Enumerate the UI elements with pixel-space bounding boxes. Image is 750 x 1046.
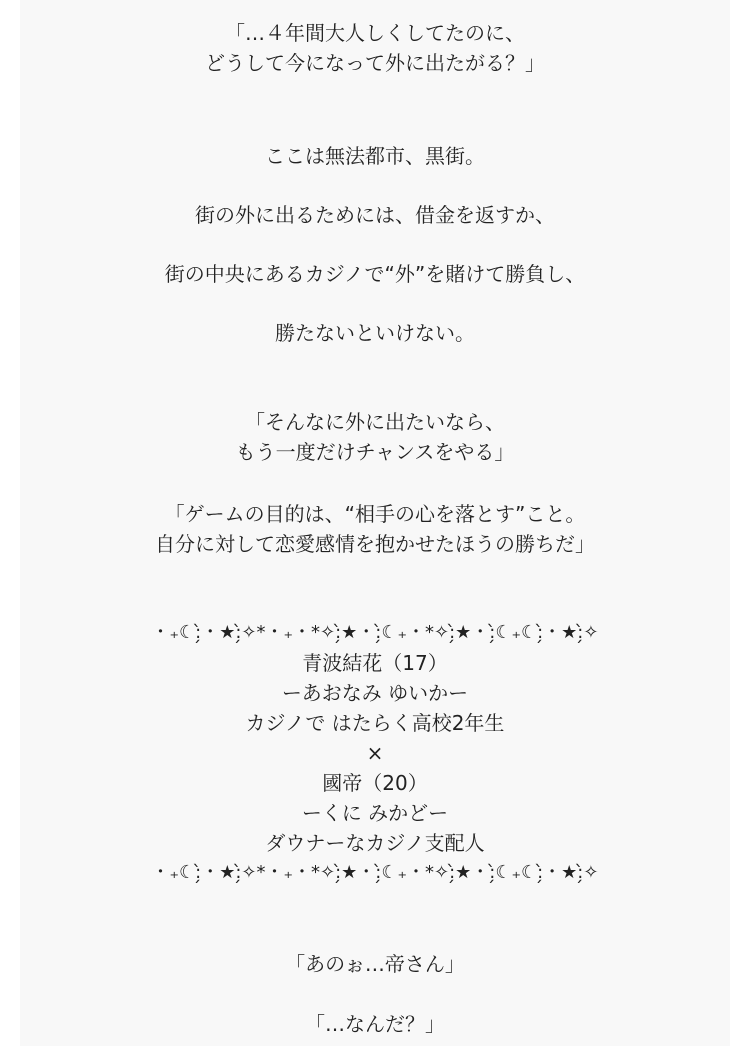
text-line: 「…４年間大人しくしてたのに、	[225, 21, 525, 45]
character-reading: ーくに みかどー	[301, 801, 449, 825]
text-line: 勝たないといけない。	[275, 321, 475, 345]
decorative-divider: ・₊☾:̗̀・★:̗̀✧*・₊・*✧:̗̀★・:̗̀☾₊・*✧:̗̀★・:̗̀☾₊☾:̗̀・★:̗̀✧	[151, 622, 599, 643]
cross-mark: ×	[366, 741, 384, 765]
text-line: 街の外に出るためには、借金を返すか、	[195, 203, 555, 227]
text-line: 「ゲームの目的は、“相手の心を落とす”こと。	[164, 502, 586, 526]
character-description: カジノで はたらく高校2年生	[245, 711, 505, 735]
text-line: 街の中央にあるカジノで“外”を賭けて勝負し、	[164, 262, 586, 286]
character-name: 國帝（20）	[322, 771, 428, 795]
text-line: 「あのぉ…帝さん」	[285, 952, 465, 976]
decorative-divider: ・₊☾:̗̀・★:̗̀✧*・₊・*✧:̗̀★・:̗̀☾₊・*✧:̗̀★・:̗̀☾₊☾:̗̀・★:̗̀✧	[151, 862, 599, 883]
text-line: もう一度だけチャンスをやる」	[235, 440, 515, 464]
paragraph-condition-1	[20, 200, 730, 230]
paragraph-dialogue-2	[20, 407, 730, 467]
text-line: 「…なんだ？」	[305, 1012, 445, 1036]
character-intro	[20, 618, 730, 888]
paragraph-dialogue-1	[20, 18, 730, 78]
character-reading: ーあおなみ ゆいかー	[281, 681, 469, 705]
text-line: 「そんなに外に出たいなら、	[245, 410, 505, 434]
text-line: ここは無法都市、黒街。	[265, 144, 485, 168]
paragraph-dialogue-3	[20, 499, 730, 559]
paragraph-condition-3	[20, 318, 730, 348]
paragraph-condition-2	[20, 259, 730, 289]
paragraph-dialogue-5	[20, 1009, 730, 1039]
paragraph-dialogue-4	[20, 949, 730, 979]
paragraph-setting	[20, 141, 730, 171]
character-description: ダウナーなカジノ支配人	[265, 831, 485, 855]
character-name: 青波結花（17）	[302, 651, 448, 675]
text-line: どうして今になって外に出たがる？」	[205, 51, 545, 75]
text-line: 自分に対して恋愛感情を抱かせたほうの勝ちだ」	[155, 532, 595, 556]
